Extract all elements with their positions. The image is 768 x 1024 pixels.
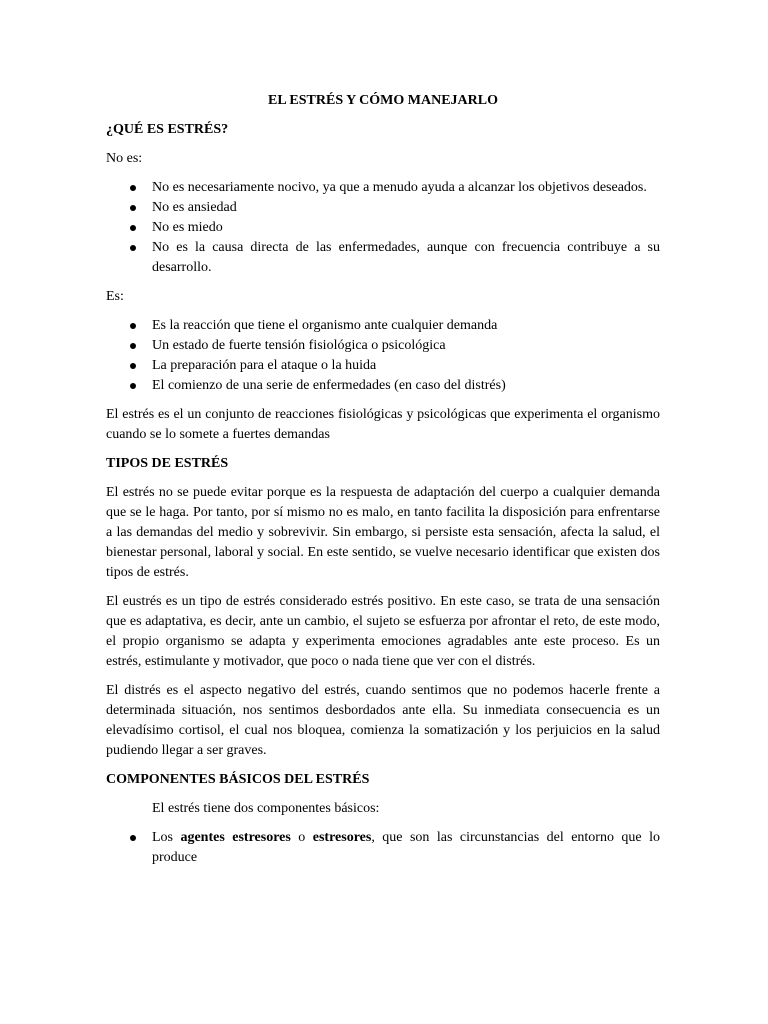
body-paragraph: El estrés no se puede evitar porque es la respuesta de adaptación del cuerpo a cualquier demanda que se le haga. Por tanto, por sí mismo no es malo, en tanto facilita la disposición para enfrentarse a las demandas del medio y sobrevivir. Sin embargo, si persiste esta sensación, afecta la salud, el bienestar personal, laboral y social. En este sentido, se vuelve necesario identificar que existen dos tipos de estrés. (106, 485, 660, 580)
list-item-text: No es miedo (152, 220, 223, 235)
list-item-text: El comienzo de una serie de enfermedades (en caso del distrés) (152, 378, 506, 393)
no-es-list (106, 178, 660, 278)
list-item-text: No es la causa directa de las enfermedades, aunque con frecuencia contribuye a su desarrollo. (152, 240, 660, 275)
body-paragraph: El distrés es el aspecto negativo del estrés, cuando sentimos que no podemos hacerle frente a determinada situación, nos sentimos desbordados ante ella. Su inmediata consecuencia es un elevadísimo cortisol, el cual nos bloquea, comienza la somatización y los perjuicios en la salud pudiendo llegar a ser graves. (106, 683, 660, 758)
list-item (106, 316, 660, 336)
list-item-suffix: , que son las circunstancias del entorno que lo produce (152, 830, 660, 865)
list-item (106, 336, 660, 356)
bullet-icon (130, 343, 136, 349)
section-heading-tipos-de-estres: TIPOS DE ESTRÉS (106, 456, 229, 471)
list-item (106, 356, 660, 376)
section-heading-que-es-estres: ¿QUÉ ES ESTRÉS? (106, 122, 229, 137)
bullet-icon (130, 363, 136, 369)
document-title: EL ESTRÉS Y CÓMO MANEJARLO (268, 93, 498, 108)
bullet-icon (130, 245, 136, 251)
list-item-text: La preparación para el ataque o la huida (152, 358, 377, 373)
bullet-icon (130, 205, 136, 211)
list-item (106, 198, 660, 218)
document-page (106, 91, 660, 877)
bullet-icon (130, 383, 136, 389)
list-item (106, 376, 660, 396)
components-list (106, 828, 660, 868)
bullet-icon (130, 185, 136, 191)
section-heading-componentes-basicos: COMPONENTES BÁSICOS DEL ESTRÉS (106, 772, 370, 787)
components-intro: El estrés tiene dos componentes básicos: (152, 801, 380, 816)
es-label: Es: (106, 289, 124, 304)
list-item-prefix: Los (152, 830, 181, 845)
bullet-icon (130, 225, 136, 231)
list-item-middle: o (290, 830, 313, 845)
definition-paragraph: El estrés es el un conjunto de reacciones fisiológicas y psicológicas que experimenta el organismo cuando se lo somete a fuertes demandas (106, 407, 660, 442)
es-list (106, 316, 660, 396)
bullet-icon (130, 835, 136, 841)
list-item (106, 828, 660, 868)
body-paragraph: El eustrés es un tipo de estrés considerado estrés positivo. En este caso, se trata de una sensación que es adaptativa, es decir, ante un cambio, el sujeto se esfuerza por afrontar el reto, de este modo, el propio organismo se adapta y experimenta emociones agradables ante este proceso. Es un estrés, estimulante y motivador, que poco o nada tiene que ver con el distrés. (106, 594, 660, 669)
list-item (106, 178, 660, 198)
list-item-text: Es la reacción que tiene el organismo ante cualquier demanda (152, 318, 498, 333)
bullet-icon (130, 323, 136, 329)
list-item (106, 238, 660, 278)
list-item-bold-term: agentes estresores (180, 830, 291, 845)
list-item-text: No es ansiedad (152, 200, 237, 215)
no-es-label: No es: (106, 151, 143, 166)
list-item-text: No es necesariamente nocivo, ya que a menudo ayuda a alcanzar los objetivos deseados. (152, 180, 647, 195)
list-item (106, 218, 660, 238)
list-item-text: Un estado de fuerte tensión fisiológica o psicológica (152, 338, 446, 353)
list-item-bold-term: estresores (312, 830, 372, 845)
